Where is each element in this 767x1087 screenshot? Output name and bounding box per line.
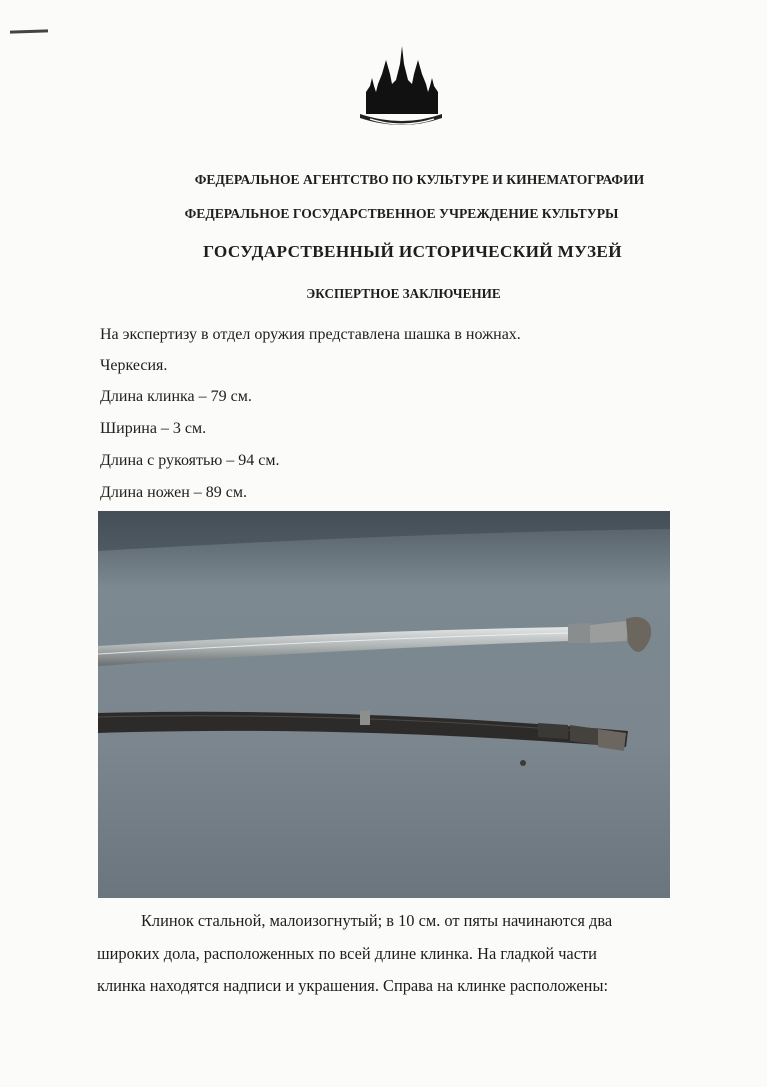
description-line-1: Клинок стальной, малоизогнутый; в 10 см. от пяты начинаются два: [141, 911, 613, 930]
description-line-3: клинка находятся надписи и украшения. Справа на клинке расположены:: [97, 976, 609, 995]
length-with-hilt-text: Длина с рукоятью – 94 см.: [100, 452, 280, 469]
description-line-2: широких дола, расположенных по всей длине клинка. На гладкой части: [97, 944, 597, 963]
museum-emblem-icon: [356, 40, 446, 126]
scan-edge-mark: [10, 29, 48, 33]
museum-heading: ГОСУДАРСТВЕННЫЙ ИСТОРИЧЕСКИЙ МУЗЕЙ: [203, 242, 622, 261]
scabbard-length-text: Длина ножен – 89 см.: [100, 484, 248, 501]
blade-length-text: Длина клинка – 79 см.: [100, 388, 252, 405]
document-title: ЭКСПЕРТНОЕ ЗАКЛЮЧЕНИЕ: [306, 286, 501, 301]
intro-text: На экспертизу в отдел оружия представлена шашка в ножнах.: [100, 326, 521, 343]
institution-heading: ФЕДЕРАЛЬНОЕ ГОСУДАРСТВЕННОЕ УЧРЕЖДЕНИЕ КУЛЬТУРЫ: [184, 206, 619, 221]
width-text: Ширина – 3 см.: [100, 420, 207, 437]
agency-heading: ФЕДЕРАЛЬНОЕ АГЕНТСТВО ПО КУЛЬТУРЕ И КИНЕМАТОГРАФИИ: [194, 172, 645, 187]
saber-photo: [98, 511, 670, 898]
origin-text: Черкесия.: [100, 357, 168, 374]
